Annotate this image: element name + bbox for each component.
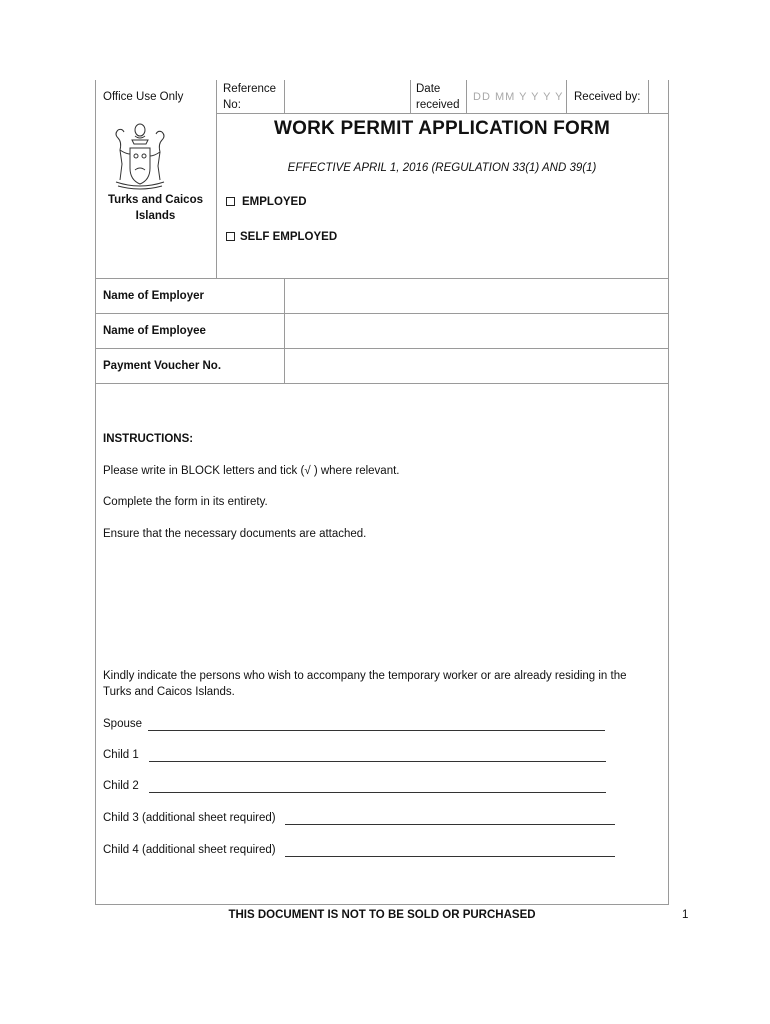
spouse-field[interactable] (148, 730, 605, 731)
header-divider (410, 80, 411, 114)
header-divider (566, 80, 567, 114)
employer-name-label: Name of Employer (103, 290, 204, 302)
country-name-line-2: Islands (135, 210, 176, 222)
header-bottom-border (216, 113, 668, 114)
reference-label: Reference (223, 83, 277, 95)
accompany-intro-2: Turks and Caicos Islands. (103, 686, 235, 698)
reference-label-no: No: (223, 99, 241, 111)
received-by-label: Received by: (574, 91, 641, 103)
instructions-heading: INSTRUCTIONS: (103, 433, 194, 445)
child-2-field[interactable] (149, 792, 606, 793)
self-employed-checkbox[interactable] (226, 232, 235, 241)
accompany-intro: Kindly indicate the persons who wish to accompany the temporary worker or are already residing in the (103, 670, 627, 682)
office-use-only-label: Office Use Only (103, 91, 184, 103)
form-right-border (668, 80, 669, 904)
effective-date-note: EFFECTIVE APRIL 1, 2016 (REGULATION 33(1) AND 39(1) (287, 162, 597, 174)
child-3-label: Child 3 (additional sheet required) (103, 812, 276, 824)
header-divider (95, 80, 96, 114)
child-4-label: Child 4 (additional sheet required) (103, 844, 276, 856)
form-title: WORK PERMIT APPLICATION FORM (274, 118, 610, 139)
coat-of-arms-icon (108, 120, 172, 192)
payment-voucher-field[interactable] (285, 349, 668, 383)
self-employed-option-label: SELF EMPLOYED (240, 231, 338, 243)
date-received-field[interactable]: DD MM Y Y Y Y (473, 91, 564, 103)
employer-name-field[interactable] (285, 279, 668, 313)
child-4-field[interactable] (285, 856, 615, 857)
employed-option-label: EMPLOYED (242, 196, 307, 208)
header-divider (466, 80, 467, 114)
employee-name-label: Name of Employee (103, 325, 206, 337)
instruction-line: Please write in BLOCK letters and tick (√ ) where relevant. (103, 465, 400, 477)
form-left-border (95, 114, 96, 904)
payment-voucher-label: Payment Voucher No. (103, 360, 222, 372)
child-2-label: Child 2 (103, 780, 139, 792)
received-by-field[interactable] (649, 81, 667, 112)
child-1-field[interactable] (149, 761, 606, 762)
reference-field[interactable] (285, 81, 409, 112)
instruction-line: Complete the form in its entirety. (103, 496, 268, 508)
header-divider (216, 80, 217, 278)
table-border (95, 383, 669, 384)
employed-checkbox[interactable] (226, 197, 235, 206)
date-label-received: received (416, 99, 460, 111)
date-label: Date (416, 83, 441, 95)
child-1-label: Child 1 (103, 749, 139, 761)
country-name-line-1: Turks and Caicos (107, 194, 203, 206)
spouse-label: Spouse (103, 718, 143, 730)
child-3-field[interactable] (285, 824, 615, 825)
form-bottom-border (95, 904, 669, 905)
instruction-line: Ensure that the necessary documents are attached. (103, 528, 367, 540)
employee-name-field[interactable] (285, 314, 668, 348)
footer-notice: THIS DOCUMENT IS NOT TO BE SOLD OR PURCHASED (228, 909, 536, 921)
page-number: 1 (682, 909, 689, 921)
